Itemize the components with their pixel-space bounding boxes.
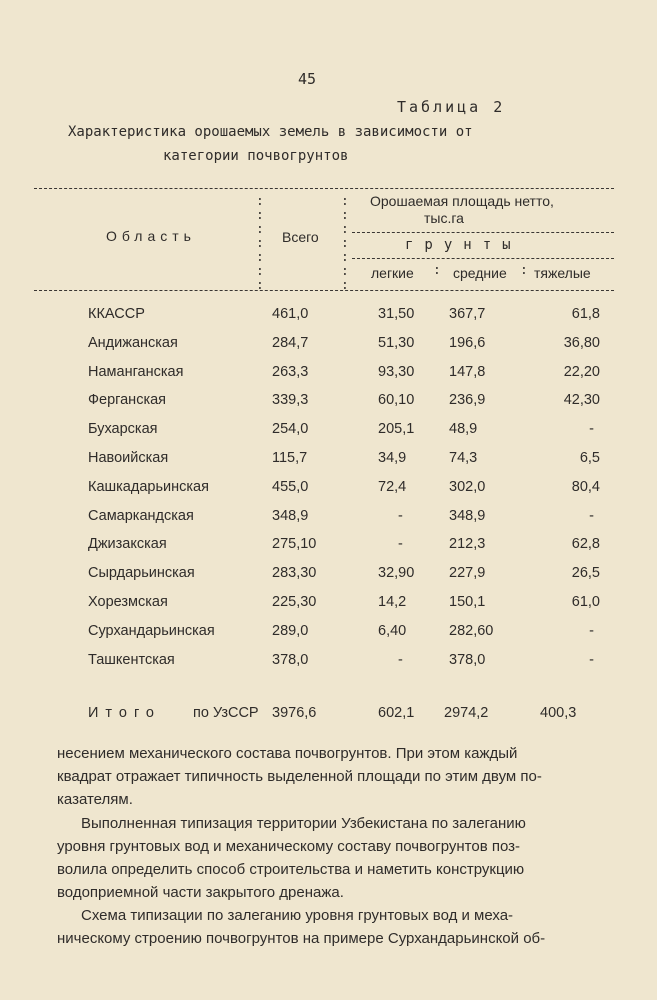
text-line: уровня грунтовых вод и механическому составу почвогрунтов поз-: [57, 838, 521, 855]
cell-light: -: [398, 651, 403, 668]
total-heavy: 400,3: [540, 705, 577, 721]
header-area-line-1: Орошаемая площадь нетто,: [370, 193, 554, 209]
cell-total: 461,0: [272, 306, 309, 322]
cell-heavy: 61,8: [571, 306, 600, 322]
page-number: 45: [298, 70, 317, 88]
cell-light: 60,10: [378, 392, 415, 409]
header-area-line-2: тыс.га: [424, 210, 464, 226]
total-all: 3976,6: [272, 705, 317, 721]
cell-light: 205,1: [378, 421, 415, 438]
cell-heavy: -: [589, 507, 594, 524]
cell-total: 115,7: [272, 450, 308, 466]
cell-heavy: 80,4: [571, 478, 600, 495]
cell-heavy: -: [589, 622, 594, 639]
cell-heavy: -: [589, 421, 594, 438]
total-label: Итого: [88, 705, 161, 721]
cell-region: Наманганская: [88, 363, 184, 380]
body-paragraph-3: [57, 904, 617, 950]
column-separator-1: : : : : : : :: [256, 194, 264, 293]
total-sublabel: по УзССР: [193, 705, 259, 721]
cell-region: Бухарская: [88, 421, 158, 438]
table-row: [0, 335, 657, 363]
cell-heavy: 26,5: [571, 565, 600, 582]
table-caption-line-2: категории почвогрунтов: [163, 148, 349, 164]
cell-total: 339,3: [272, 392, 309, 409]
cell-light: 32,90: [378, 565, 415, 582]
cell-region: Ферганская: [88, 392, 167, 409]
header-total: Всего: [282, 229, 319, 245]
table-row: [0, 594, 657, 622]
table-row: [0, 392, 657, 420]
header-heavy: тяжелые: [534, 265, 591, 281]
cell-region: Сурхандарьинская: [88, 622, 215, 639]
table-row: [0, 479, 657, 507]
cell-light: -: [398, 507, 403, 524]
table-row: [0, 565, 657, 593]
total-medium: 2974,2: [444, 705, 489, 721]
cell-total: 263,3: [272, 363, 309, 380]
header-subrule-1: [352, 232, 614, 233]
cell-region: Самаркандская: [88, 507, 194, 524]
body-paragraph-1: [57, 742, 617, 811]
table-row: [0, 536, 657, 564]
cell-light: 34,9: [378, 450, 407, 466]
cell-light: -: [398, 536, 403, 553]
table-row: [0, 450, 657, 478]
cell-heavy: 61,0: [571, 594, 600, 610]
table-row: [0, 623, 657, 651]
text-line: казателям.: [57, 791, 133, 808]
text-line: Выполненная типизация территории Узбекистана по залеганию: [81, 815, 526, 832]
cell-heavy: -: [589, 651, 594, 668]
cell-total: 289,0: [272, 622, 309, 639]
table-row: [0, 652, 657, 680]
cell-region: Кашкадарьинская: [88, 478, 209, 495]
table-label: Таблица 2: [397, 98, 506, 116]
table-top-rule: [34, 188, 614, 189]
cell-medium: 302,0: [449, 478, 486, 495]
cell-light: 93,30: [378, 363, 415, 380]
cell-heavy: 42,30: [563, 392, 600, 409]
text-line: ническому строению почвогрунтов на примере Сурхандарьинской об-: [57, 930, 546, 947]
header-light: легкие: [371, 265, 414, 281]
text-line: волила определить способ строительства и наметить конструкцию: [57, 861, 525, 878]
text-line: квадрат отражает типичность выделенной площади по этим двум по-: [57, 768, 542, 785]
cell-light: 14,2: [378, 594, 407, 610]
cell-total: 225,30: [272, 594, 317, 610]
text-line: водоприемной части закрытого дренажа.: [57, 884, 344, 901]
cell-total: 455,0: [272, 478, 309, 495]
cell-region: ККАССР: [88, 306, 145, 322]
column-separator-3: :: [433, 263, 441, 278]
table-row: [0, 421, 657, 449]
cell-medium: 150,1: [449, 594, 486, 610]
cell-heavy: 22,20: [563, 363, 600, 380]
cell-region: Навоийская: [88, 450, 169, 466]
table-caption-line-1: Характеристика орошаемых земель в зависимости от: [68, 124, 473, 140]
cell-medium: 48,9: [449, 421, 478, 438]
cell-heavy: 62,8: [571, 536, 600, 553]
cell-light: 6,40: [378, 622, 407, 639]
cell-total: 275,10: [272, 536, 317, 553]
cell-region: Хорезмская: [88, 594, 168, 610]
table-header-rule: [34, 290, 614, 291]
cell-total: 284,7: [272, 334, 309, 351]
header-medium: средние: [453, 265, 507, 281]
cell-light: 51,30: [378, 334, 415, 351]
cell-medium: 282,60: [449, 622, 494, 639]
cell-region: Джизакская: [88, 536, 167, 553]
cell-heavy: 36,80: [563, 334, 600, 351]
cell-medium: 378,0: [449, 651, 486, 668]
cell-heavy: 6,5: [579, 450, 600, 466]
table-row: [0, 508, 657, 536]
cell-medium: 196,6: [449, 334, 486, 351]
total-light: 602,1: [378, 705, 415, 721]
cell-medium: 236,9: [449, 392, 486, 409]
cell-medium: 212,3: [449, 536, 486, 553]
cell-total: 348,9: [272, 507, 309, 524]
cell-medium: 74,3: [449, 450, 478, 466]
header-subrule-2: [352, 258, 614, 259]
header-region: Область: [106, 228, 196, 244]
cell-medium: 147,8: [449, 363, 486, 380]
cell-light: 31,50: [378, 306, 415, 322]
cell-region: Сырдарьинская: [88, 565, 195, 582]
cell-light: 72,4: [378, 478, 407, 495]
body-paragraph-2: [57, 812, 617, 904]
cell-region: Ташкентская: [88, 651, 175, 668]
cell-total: 283,30: [272, 565, 317, 582]
cell-total: 378,0: [272, 651, 309, 668]
cell-medium: 348,9: [449, 507, 486, 524]
text-line: несением механического состава почвогрунтов. При этом каждый: [57, 745, 518, 762]
table-row: [0, 306, 657, 334]
column-separator-2: : : : : : : :: [341, 194, 349, 293]
table-row: [0, 364, 657, 392]
cell-total: 254,0: [272, 421, 309, 438]
cell-medium: 227,9: [449, 565, 486, 582]
header-soils: грунты: [405, 237, 522, 253]
cell-medium: 367,7: [449, 306, 486, 322]
text-line: Схема типизации по залеганию уровня грунтовых вод и меха-: [81, 907, 514, 924]
column-separator-4: :: [520, 263, 528, 278]
cell-region: Андижанская: [88, 334, 178, 351]
